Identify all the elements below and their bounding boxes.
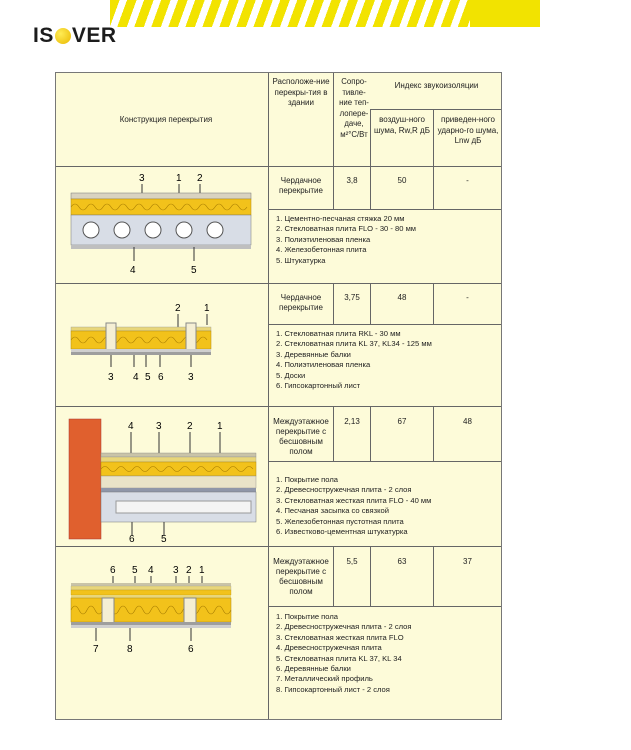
row3-airborne: 67 (397, 417, 407, 426)
row2-callout-5: 5 (145, 372, 151, 383)
row2-location: Чердачное перекрытие (279, 293, 323, 312)
isover-logo: IS VER (33, 24, 117, 47)
row2-diagram (66, 287, 261, 403)
row3-diagram (66, 409, 261, 544)
row2-callout-1: 1 (204, 303, 210, 314)
row4-callout-5: 5 (132, 565, 138, 576)
row1-callout-3: 3 (139, 173, 145, 184)
header-impact: приведен-ного ударно-го шума, Lnw дБ (437, 115, 499, 145)
header-location: Расположе-ние перекры-тия в здании (272, 77, 330, 107)
row2-callout-2: 2 (175, 303, 181, 314)
row2-callout-3b: 3 (188, 372, 194, 383)
row3-resistance: 2,13 (344, 417, 360, 426)
row4-callout-4: 4 (148, 565, 154, 576)
row1-resistance: 3,8 (346, 176, 358, 185)
row4-callout-3: 3 (173, 565, 179, 576)
row2-callout-4: 4 (133, 372, 139, 383)
row3-callout-4: 4 (128, 421, 134, 432)
row3-callout-6: 6 (129, 534, 135, 544)
header-index: Индекс звукоизоляции (394, 81, 479, 90)
row2-callout-3a: 3 (108, 372, 114, 383)
row1-location: Чердачное перекрытие (279, 176, 323, 195)
row3-callout-1: 1 (217, 421, 223, 432)
row4-callout-1: 1 (199, 565, 205, 576)
row4-location: Междуэтажное перекрытие с бесшовным полом (273, 557, 329, 596)
row3-impact: 48 (463, 417, 472, 426)
row3-callout-5: 5 (161, 534, 167, 544)
row1-diagram (66, 169, 261, 281)
row2-resistance: 3,75 (344, 293, 360, 302)
row4-callout-6: 6 (110, 565, 116, 576)
row1-layers: 1. Цементно-песчаная стяжка 20 мм 2. Стекловатная плита FLO - 30 - 80 мм 3. Полиэтиленовая пленка 4. Железобетонная плита 5. Штукатурка (276, 214, 417, 265)
row1-callout-5: 5 (191, 265, 197, 276)
header-resistance: Сопро-тивле-ние теп-лопере-даче, м²°С/Вт (339, 77, 369, 139)
row4-callout-6b: 6 (188, 644, 194, 655)
row3-callout-3: 3 (156, 421, 162, 432)
row4-layers: 1. Покрытие пола 2. Древесностружечная плита - 2 слоя 3. Стекловатная жесткая плита FLO 4. Древесностружечная плита 5. Стекловатная плита KL 37, KL 34 6. Деревянные балки 7. Металлический профиль 8. Гипсокартонный лист - 2 слоя (276, 612, 412, 694)
row3-layers: 1. Покрытие пола 2. Древесностружечная плита - 2 слоя 3. Стекловатная жесткая плита FLO - 40 мм 4. Песчаная засыпка со связкой 5. Железобетонная пустотная плита 6. Известково-цементная штукатурка (276, 475, 432, 537)
row2-layers: 1. Стекловатная плита RKL - 30 мм 2. Стекловатная плита KL 37, KL34 - 125 мм 3. Деревянные балки 4. Полиэтиленовая пленка 5. Доски 6. Гипсокартонный лист (276, 329, 432, 391)
row3-callout-2: 2 (187, 421, 193, 432)
row1-callout-2: 2 (197, 173, 203, 184)
row1-impact: - (466, 176, 469, 185)
header-airborne: воздуш-ного шума, Rw,R дБ (374, 115, 430, 135)
row4-diagram (66, 561, 261, 657)
header-stripe-solid (470, 0, 540, 27)
row2-airborne: 48 (397, 293, 407, 302)
row1-callout-1: 1 (176, 173, 182, 184)
row4-callout-8: 8 (127, 644, 133, 655)
row4-airborne: 63 (397, 557, 407, 566)
row4-resistance: 5,5 (346, 557, 358, 566)
row1-callout-4: 4 (130, 265, 136, 276)
row2-impact: - (466, 293, 469, 302)
row4-impact: 37 (463, 557, 472, 566)
row2-callout-6: 6 (158, 372, 164, 383)
row1-airborne: 50 (397, 176, 407, 185)
row4-callout-2: 2 (186, 565, 192, 576)
header-construction: Конструкция перекрытия (119, 115, 213, 124)
row4-callout-7: 7 (93, 644, 99, 655)
floor-construction-table (55, 72, 502, 720)
row3-location: Междуэтажное перекрытие с бесшовным полом (273, 417, 329, 456)
